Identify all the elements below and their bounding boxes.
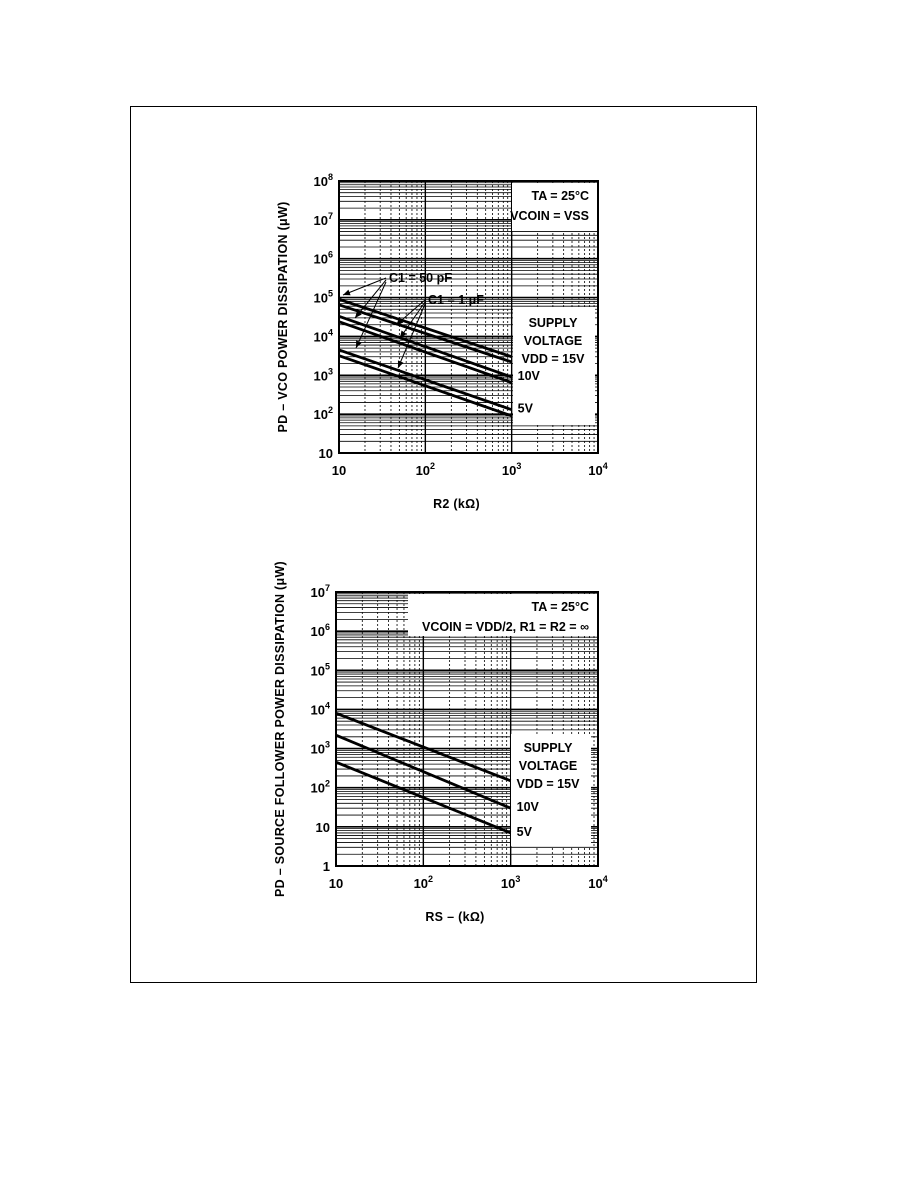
y-tick-label: $10^3$ — [310, 739, 330, 757]
x-tick-label: $10^2$ — [415, 461, 436, 478]
supply-voltage-label: VOLTAGE — [518, 759, 578, 773]
y-tick-label: $10^6$ — [310, 622, 330, 640]
y-tick-label: $10^8$ — [313, 172, 333, 189]
condition-vco: VCOIN = VSS — [510, 209, 589, 223]
y-axis-label: PD – SOURCE FOLLOWER POWER DISSIPATION (μW) — [273, 560, 287, 898]
condition-vco: VCOIN = VDD/2, R1 = R2 = ∞ — [422, 620, 589, 634]
supply-voltage-label: SUPPLY — [523, 741, 573, 755]
y-axis-label: PD – VCO POWER DISSIPATION (μW) — [276, 201, 290, 433]
x-tick-label: $10^3$ — [500, 874, 521, 891]
x-tick-label: $10^2$ — [413, 874, 434, 891]
y-tick-label: $10^4$ — [313, 327, 333, 345]
x-tick-label: 10 — [328, 876, 344, 891]
y-tick-label: $10^7$ — [310, 583, 330, 600]
y-tick-label: 1 — [322, 859, 330, 874]
x-tick-label: $10^4$ — [588, 874, 608, 891]
series-label-10v: 10V — [517, 369, 540, 384]
annotation-c1-50pf: C1 = 50 pF — [389, 271, 452, 285]
series-label-5v: 5V — [517, 401, 533, 416]
condition-ta: TA = 25°C — [531, 189, 589, 203]
series-label-5v: 5V — [516, 824, 532, 839]
y-tick-label: 10 — [318, 446, 333, 461]
y-tick-label: $10^4$ — [310, 700, 330, 718]
supply-voltage-label: VOLTAGE — [523, 334, 583, 348]
y-tick-label: 10 — [315, 819, 330, 835]
y-tick-label: $10^7$ — [313, 210, 333, 228]
supply-voltage-label: VDD = 15V — [516, 777, 580, 791]
supply-voltage-label: VDD = 15V — [521, 352, 585, 366]
y-tick-label: $10^5$ — [313, 288, 333, 306]
y-tick-label: $10^6$ — [313, 249, 333, 267]
supply-voltage-label: SUPPLY — [528, 316, 578, 330]
y-tick-label: $10^2$ — [313, 405, 333, 423]
x-axis-label: RS – (kΩ) — [425, 910, 485, 924]
y-tick-label: $10^3$ — [313, 366, 333, 384]
series-label-10v: 10V — [516, 800, 539, 815]
x-tick-label: $10^4$ — [588, 461, 608, 478]
x-tick-label: $10^3$ — [501, 461, 522, 478]
x-tick-label: 10 — [331, 463, 347, 478]
condition-ta: TA = 25°C — [531, 600, 589, 614]
x-axis-label: R2 (kΩ) — [433, 497, 480, 511]
y-tick-label: $10^5$ — [310, 661, 330, 679]
annotation-c1-1uf: C1 = 1 μF — [428, 293, 484, 307]
y-tick-label: $10^2$ — [310, 778, 330, 796]
